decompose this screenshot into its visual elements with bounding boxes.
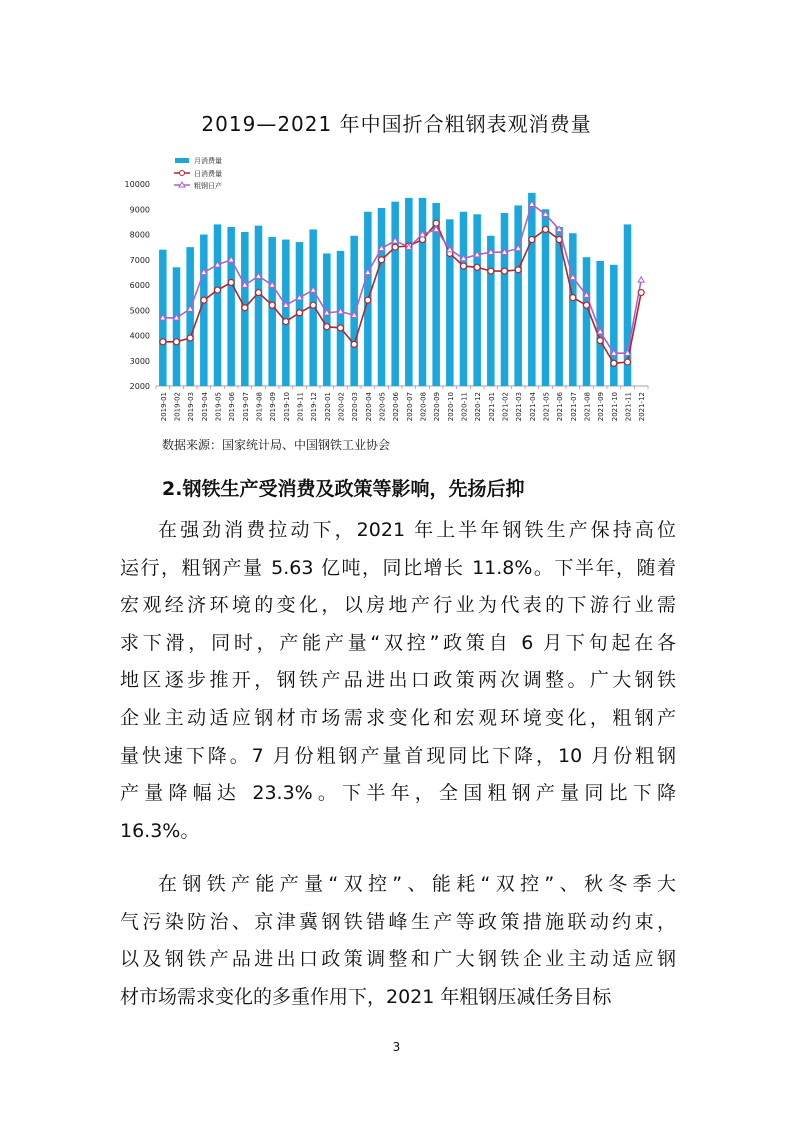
point-daily-consumption [297, 310, 303, 316]
legend-swatch-monthly [175, 158, 189, 163]
point-daily-consumption [187, 335, 193, 341]
bar-monthly-consumption [487, 236, 495, 386]
x-tick-label: 2020-05 [378, 392, 387, 422]
bar-monthly-consumption [323, 253, 331, 386]
y-tick-label: 3000 [129, 356, 150, 366]
x-tick-label: 2021-12 [638, 392, 647, 422]
point-daily-consumption [488, 268, 494, 274]
x-tick-label: 2020-03 [351, 392, 360, 422]
x-axis-labels [160, 391, 646, 421]
x-tick-label: 2019-07 [241, 392, 250, 422]
point-daily-consumption [174, 339, 180, 345]
bar-monthly-consumption [542, 209, 550, 386]
x-tick-label: 2020-08 [419, 392, 428, 422]
x-tick-label: 2019-01 [159, 392, 168, 422]
x-tick-label: 2020-01 [323, 392, 332, 422]
paragraph-line: 量快速下降。7 月份粗钢产量首现同比下降，10 月份粗钢 [120, 744, 676, 767]
point-daily-consumption [228, 279, 234, 285]
bar-monthly-consumption [419, 198, 427, 386]
x-tick-label: 2021-10 [610, 392, 619, 422]
bar-monthly-consumption [173, 267, 181, 386]
bar-monthly-consumption [337, 251, 345, 386]
point-daily-consumption [543, 226, 549, 232]
x-tick-label: 2020-06 [392, 392, 401, 422]
bar-monthly-consumption [214, 224, 222, 386]
x-tick-label: 2019-09 [269, 392, 278, 422]
point-daily-consumption [420, 237, 426, 243]
x-tick-label: 2019-06 [228, 392, 237, 422]
y-tick-label: 2000 [129, 382, 150, 391]
x-tick-label: 2019-11 [296, 392, 305, 422]
paragraph-line: 在钢铁产能产量“双控”、能耗“双控”、秋冬季大 [158, 873, 676, 895]
x-tick-label: 2020-07 [405, 392, 414, 422]
bar-monthly-consumption [268, 237, 276, 386]
paragraph-line: 以及钢铁产品进出口政策调整和广大钢铁企业主动适应钢 [120, 948, 676, 971]
legend-label-crude: 粗钢日产 [194, 182, 222, 190]
bar-monthly-consumption [473, 214, 481, 386]
x-tick-label: 2019-02 [173, 392, 182, 422]
x-tick-label: 2021-04 [528, 392, 537, 422]
section-heading: 2.钢铁生产受消费及政策等影响，先扬后抑 [162, 478, 525, 500]
point-daily-consumption [474, 264, 480, 270]
bar-monthly-consumption [227, 227, 235, 386]
legend-label-daily: 日消费量 [194, 170, 222, 178]
bar-monthly-consumption [514, 205, 522, 386]
bar-monthly-consumption [378, 208, 386, 386]
x-tick-label: 2020-11 [460, 392, 469, 422]
bar-monthly-consumption [569, 233, 577, 386]
paragraph-line: 材市场需求变化的多重作用下，2021 年粗钢压减任务目标 [120, 985, 612, 1008]
x-tick-label: 2020-10 [446, 392, 455, 422]
paragraph-1 [120, 512, 676, 850]
bar-monthly-consumption [282, 240, 290, 386]
data-source-note: 数据来源：国家统计局、中国钢铁工业协会 [162, 438, 391, 452]
y-tick-label: 8000 [129, 230, 150, 240]
bar-monthly-consumption [391, 202, 399, 386]
consumption-chart [118, 150, 658, 435]
point-daily-consumption [625, 359, 631, 365]
paragraph-2 [120, 866, 676, 1016]
point-daily-consumption [310, 302, 316, 308]
page-number: 3 [392, 1040, 401, 1054]
point-daily-consumption [611, 360, 617, 366]
point-crude-steel-daily [638, 277, 644, 282]
point-daily-consumption [392, 244, 398, 250]
y-tick-label: 7000 [129, 255, 150, 265]
x-tick-label: 2021-09 [597, 391, 606, 422]
paragraph-line: 运行，粗钢产量 5.63 亿吨，同比增长 11.8%。下半年，随着 [120, 556, 676, 579]
point-daily-consumption [638, 290, 644, 296]
bar-monthly-consumption [200, 235, 208, 387]
paragraph-line: 地区逐步推开，钢铁产品进出口政策两次调整。广大钢铁 [120, 669, 676, 692]
paragraph-line: 在强劲消费拉动下，2021 年上半年钢铁生产保持高位 [158, 519, 676, 541]
bar-monthly-consumption [460, 212, 468, 386]
point-daily-consumption [597, 338, 603, 344]
y-tick-label: 4000 [129, 331, 150, 341]
y-tick-label: 10000 [124, 180, 150, 189]
paragraph-line: 16.3%。 [120, 819, 200, 842]
bar-monthly-consumption [186, 247, 194, 386]
x-tick-label: 2021-01 [487, 392, 496, 422]
paragraph-line: 气污染防治、京津冀钢铁错峰生产等政策措施联动约束， [120, 910, 676, 933]
x-tick-label: 2021-05 [542, 392, 551, 422]
bar-monthly-consumption [501, 213, 509, 386]
point-daily-consumption [529, 237, 535, 243]
x-tick-label: 2019-05 [214, 392, 223, 422]
x-tick-label: 2019-12 [310, 392, 319, 422]
point-daily-consumption [379, 257, 385, 263]
point-daily-consumption [283, 319, 289, 325]
y-tick-label: 5000 [129, 306, 150, 316]
bar-monthly-consumption [350, 236, 358, 386]
x-tick-label: 2021-11 [624, 392, 633, 422]
legend-marker-daily [180, 171, 185, 176]
x-tick-label: 2019-04 [200, 392, 209, 422]
bar-monthly-consumption [528, 193, 536, 386]
point-daily-consumption [502, 268, 508, 274]
paragraph-line: 企业主动适应钢材市场需求变化和宏观环境变化，粗钢产 [120, 706, 676, 729]
x-tick-label: 2021-06 [556, 392, 565, 422]
point-daily-consumption [338, 325, 344, 331]
x-tick-label: 2019-03 [187, 392, 196, 422]
x-tick-label: 2020-12 [474, 392, 483, 422]
x-tick-label: 2020-04 [364, 392, 373, 422]
point-daily-consumption [461, 263, 467, 269]
x-tick-label: 2021-08 [583, 392, 592, 422]
bar-monthly-consumption [405, 198, 413, 386]
x-tick-label: 2020-02 [337, 392, 346, 422]
x-tick-label: 2019-10 [282, 392, 291, 422]
paragraph-line: 产量降幅达 23.3%。下半年，全国粗钢产量同比下降 [120, 782, 676, 805]
point-daily-consumption [256, 290, 262, 296]
x-tick-label: 2020-09 [433, 392, 442, 422]
point-daily-consumption [160, 339, 166, 345]
point-daily-consumption [515, 267, 521, 273]
bar-monthly-consumption [610, 265, 618, 386]
point-daily-consumption [570, 295, 576, 301]
point-daily-consumption [584, 302, 590, 308]
point-daily-consumption [556, 237, 562, 243]
y-tick-label: 9000 [129, 205, 150, 215]
bar-series [159, 193, 631, 386]
x-tick-label: 2021-07 [569, 392, 578, 422]
point-daily-consumption [351, 341, 357, 347]
point-daily-consumption [242, 305, 248, 311]
chart-legend [174, 156, 222, 190]
bar-monthly-consumption [255, 226, 263, 386]
point-daily-consumption [215, 287, 221, 293]
chart-title: 2019—2021 年中国折合粗钢表观消费量 [201, 112, 592, 136]
legend-label-monthly: 月消费量 [194, 157, 222, 165]
paragraph-line: 宏观经济环境的变化，以房地产行业为代表的下游行业需 [120, 594, 676, 617]
x-tick-label: 2021-02 [501, 392, 510, 422]
paragraph-line: 求下滑，同时，产能产量“双控”政策自 6 月下旬起在各 [120, 631, 676, 654]
point-daily-consumption [365, 297, 371, 303]
bar-monthly-consumption [583, 257, 591, 386]
x-tick-label: 2019-08 [255, 392, 264, 422]
x-tick-label: 2021-03 [515, 392, 524, 422]
point-daily-consumption [201, 297, 207, 303]
point-daily-consumption [324, 324, 330, 330]
y-tick-label: 6000 [129, 281, 150, 290]
point-daily-consumption [269, 302, 275, 308]
